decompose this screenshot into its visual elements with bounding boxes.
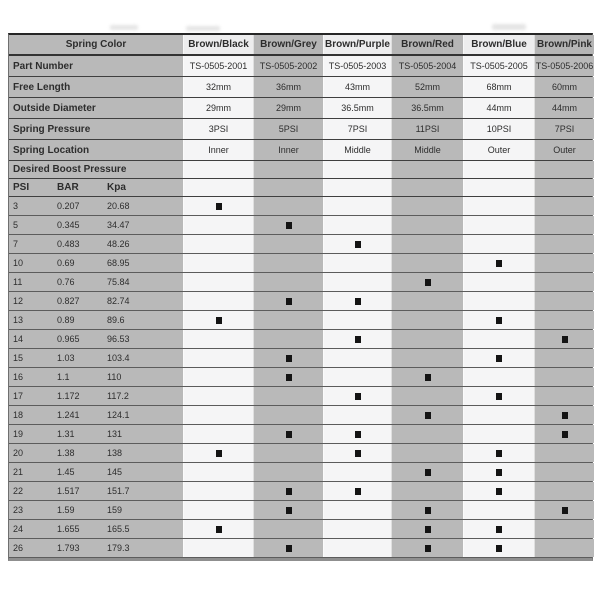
boost-marker (355, 431, 361, 438)
boost-mark-cell (391, 520, 463, 538)
boost-mark-cell (253, 349, 323, 367)
boost-marker (425, 526, 431, 533)
empty-cell (534, 539, 594, 557)
boost-row (9, 444, 592, 463)
empty-cell (391, 425, 463, 443)
empty-cell (253, 311, 323, 329)
spec-value-cell: Middle (391, 140, 463, 160)
empty-cell (323, 273, 391, 291)
empty-cell (534, 463, 594, 481)
empty-cell (183, 161, 253, 178)
spec-value-cell: Middle (323, 140, 391, 160)
boost-mark-cell (183, 520, 253, 538)
boost-psi-value: 3 (13, 201, 19, 211)
boost-row (9, 311, 592, 330)
boost-row (9, 539, 592, 558)
boost-kpa-value: 110 (107, 372, 122, 382)
empty-cell (253, 444, 323, 462)
empty-cell (391, 349, 463, 367)
boost-psi-value: 14 (13, 334, 24, 344)
spec-row-label: Part Number (9, 56, 183, 76)
empty-cell (183, 425, 253, 443)
spec-row-label: Outside Diameter (9, 98, 183, 118)
empty-cell (183, 387, 253, 405)
empty-cell (534, 482, 594, 500)
empty-cell (534, 254, 594, 272)
spec-value-cell: 44mm (463, 98, 534, 118)
boost-marker (562, 336, 568, 343)
empty-cell (323, 349, 391, 367)
boost-mark-cell (391, 406, 463, 424)
boost-bar-value: 1.172 (57, 391, 80, 401)
boost-kpa-value: 82.74 (107, 296, 130, 306)
empty-cell (463, 235, 534, 253)
boost-row (9, 292, 592, 311)
spec-row-label: Spring Pressure (9, 119, 183, 139)
boost-row (9, 235, 592, 254)
unit-header-psi: PSI (13, 182, 30, 193)
spec-value-cell: Inner (183, 140, 253, 160)
boost-mark-cell (183, 197, 253, 215)
boost-mark-cell (253, 501, 323, 519)
spec-value-cell: 68mm (463, 77, 534, 97)
spec-value-cell: 10PSI (463, 119, 534, 139)
spec-value-cell: 3PSI (183, 119, 253, 139)
boost-bar-value: 1.45 (57, 467, 75, 477)
boost-kpa-value: 138 (107, 448, 123, 458)
empty-cell (534, 161, 594, 178)
empty-cell (183, 482, 253, 500)
boost-kpa-value: 131 (107, 429, 123, 439)
empty-cell (253, 161, 323, 178)
boost-marker (216, 526, 222, 533)
boost-kpa-value: 75.84 (107, 277, 130, 287)
spec-value-cell: Outer (534, 140, 594, 160)
boost-marker (355, 298, 361, 305)
spec-value-cell: Outer (463, 140, 534, 160)
empty-cell (323, 311, 391, 329)
empty-cell (534, 197, 594, 215)
spec-row (9, 119, 592, 140)
spec-value-cell: 60mm (534, 77, 594, 97)
boost-marker (496, 260, 502, 267)
boost-mark-cell (463, 444, 534, 462)
boost-marker (286, 545, 292, 552)
boost-row (9, 501, 592, 520)
boost-mark-cell (323, 387, 391, 405)
empty-cell (253, 387, 323, 405)
empty-cell (183, 179, 253, 196)
spring-color-column-header: Brown/Grey (253, 35, 323, 54)
boost-psi-value: 5 (13, 220, 19, 230)
boost-mark-cell (323, 330, 391, 348)
spec-value-cell: 29mm (183, 98, 253, 118)
spec-value-cell: 11PSI (391, 119, 463, 139)
boost-psi-value: 20 (13, 448, 24, 458)
spec-value-cell: 32mm (183, 77, 253, 97)
boost-row (9, 463, 592, 482)
empty-cell (463, 368, 534, 386)
boost-mark-cell (463, 520, 534, 538)
boost-row (9, 216, 592, 235)
empty-cell (391, 292, 463, 310)
empty-cell (534, 235, 594, 253)
boost-marker (425, 545, 431, 552)
boost-psi-value: 11 (13, 277, 23, 287)
spec-value-cell: TS-0505-2001 (183, 56, 253, 76)
boost-bar-value: 0.69 (57, 258, 75, 268)
boost-psi-value: 16 (13, 372, 24, 382)
boost-mark-cell (534, 406, 594, 424)
spec-value-cell: TS-0505-2002 (253, 56, 323, 76)
boost-mark-cell (253, 216, 323, 234)
spring-color-column-header: Brown/Black (183, 35, 253, 54)
boost-psi-value: 15 (13, 353, 24, 363)
empty-cell (253, 520, 323, 538)
spring-color-column-header: Brown/Blue (463, 35, 534, 54)
boost-row (9, 482, 592, 501)
boost-mark-cell (391, 273, 463, 291)
empty-cell (323, 197, 391, 215)
boost-psi-value: 18 (13, 410, 24, 420)
empty-cell (391, 482, 463, 500)
empty-cell (323, 539, 391, 557)
boost-mark-cell (253, 425, 323, 443)
boost-bar-value: 1.517 (57, 486, 80, 496)
boost-bar-value: 1.03 (57, 353, 75, 363)
units-header-row (9, 179, 592, 197)
boost-marker (496, 355, 502, 362)
boost-marker (496, 317, 502, 324)
boost-row (9, 387, 592, 406)
boost-kpa-value: 103.4 (107, 353, 130, 363)
empty-cell (253, 254, 323, 272)
boost-mark-cell (391, 539, 463, 557)
artifact-smudge (492, 24, 526, 30)
empty-cell (463, 406, 534, 424)
empty-cell (183, 330, 253, 348)
empty-cell (253, 463, 323, 481)
boost-mark-cell (323, 482, 391, 500)
spec-value-cell: 36.5mm (391, 98, 463, 118)
empty-cell (183, 254, 253, 272)
boost-mark-cell (253, 482, 323, 500)
boost-kpa-value: 165.5 (107, 524, 130, 534)
empty-cell (463, 330, 534, 348)
spec-row-label: Free Length (9, 77, 183, 97)
boost-psi-value: 10 (13, 258, 24, 268)
boost-kpa-value: 89.6 (107, 315, 125, 325)
empty-cell (323, 254, 391, 272)
empty-cell (323, 520, 391, 538)
spec-value-cell: TS-0505-2003 (323, 56, 391, 76)
boost-kpa-value: 20.68 (107, 201, 130, 211)
empty-cell (463, 425, 534, 443)
boost-bar-value: 1.38 (57, 448, 75, 458)
boost-marker (286, 222, 292, 229)
empty-cell (534, 179, 594, 196)
boost-bar-value: 0.89 (57, 315, 75, 325)
boost-row (9, 197, 592, 216)
boost-mark-cell (183, 311, 253, 329)
empty-cell (183, 539, 253, 557)
boost-psi-value: 17 (13, 391, 24, 401)
boost-marker (562, 412, 568, 419)
boost-marker (496, 393, 502, 400)
boost-marker (355, 241, 361, 248)
spec-value-cell: 7PSI (534, 119, 594, 139)
spec-value-cell: TS-0505-2004 (391, 56, 463, 76)
boost-bar-value: 1.1 (57, 372, 70, 382)
boost-kpa-value: 124.1 (107, 410, 130, 420)
empty-cell (253, 179, 323, 196)
boost-marker (286, 431, 292, 438)
boost-row (9, 425, 592, 444)
boost-marker (216, 450, 222, 457)
boost-mark-cell (463, 387, 534, 405)
empty-cell (323, 406, 391, 424)
boost-mark-cell (253, 368, 323, 386)
boost-marker (425, 279, 431, 286)
boost-row (9, 368, 592, 387)
boost-marker (355, 393, 361, 400)
boost-marker (355, 336, 361, 343)
empty-cell (534, 444, 594, 462)
boost-marker (355, 488, 361, 495)
boost-marker (562, 507, 568, 514)
spec-value-cell: 5PSI (253, 119, 323, 139)
boost-bar-value: 0.76 (57, 277, 75, 287)
boost-mark-cell (323, 444, 391, 462)
boost-bar-value: 1.793 (57, 543, 80, 553)
boost-marker (355, 450, 361, 457)
boost-mark-cell (463, 311, 534, 329)
boost-marker (496, 488, 502, 495)
empty-cell (323, 161, 391, 178)
empty-cell (183, 216, 253, 234)
spec-value-cell: 43mm (323, 77, 391, 97)
empty-cell (253, 197, 323, 215)
spec-value-cell: TS-0505-2005 (463, 56, 534, 76)
boost-mark-cell (463, 349, 534, 367)
boost-row (9, 349, 592, 368)
spec-row (9, 98, 592, 119)
boost-marker (425, 412, 431, 419)
empty-cell (534, 368, 594, 386)
empty-cell (323, 179, 391, 196)
spring-color-column-header: Brown/Pink (534, 35, 594, 54)
empty-cell (391, 311, 463, 329)
boost-marker (286, 507, 292, 514)
boost-psi-value: 7 (13, 239, 19, 249)
boost-marker (496, 469, 502, 476)
boost-bar-value: 0.207 (57, 201, 80, 211)
boost-psi-value: 21 (13, 467, 24, 477)
empty-cell (391, 444, 463, 462)
empty-cell (534, 311, 594, 329)
boost-kpa-value: 117.2 (107, 391, 129, 401)
boost-mark-cell (391, 463, 463, 481)
boost-marker (496, 450, 502, 457)
empty-cell (323, 501, 391, 519)
boost-mark-cell (534, 330, 594, 348)
boost-mark-cell (391, 368, 463, 386)
boost-marker (286, 374, 292, 381)
empty-cell (323, 368, 391, 386)
empty-cell (183, 273, 253, 291)
boost-marker (216, 203, 222, 210)
boost-bar-value: 1.241 (57, 410, 80, 420)
spring-spec-table (8, 33, 593, 561)
boost-bar-value: 0.483 (57, 239, 80, 249)
boost-mark-cell (463, 539, 534, 557)
empty-cell (534, 292, 594, 310)
boost-bar-value: 1.655 (57, 524, 80, 534)
boost-kpa-value: 179.3 (107, 543, 130, 553)
spec-value-cell: 7PSI (323, 119, 391, 139)
empty-cell (183, 368, 253, 386)
empty-cell (463, 179, 534, 196)
artifact-smudge (110, 25, 138, 30)
spec-value-cell: 36.5mm (323, 98, 391, 118)
boost-kpa-value: 48.26 (107, 239, 130, 249)
boost-kpa-value: 34.47 (107, 220, 130, 230)
empty-cell (183, 501, 253, 519)
unit-header-bar: BAR (57, 182, 79, 193)
unit-header-kpa: Kpa (107, 182, 126, 193)
boost-marker (286, 488, 292, 495)
desired-boost-pressure-label: Desired Boost Pressure (9, 161, 183, 178)
boost-marker (496, 526, 502, 533)
spec-value-cell: 52mm (391, 77, 463, 97)
boost-mark-cell (463, 254, 534, 272)
boost-mark-cell (534, 425, 594, 443)
boost-kpa-value: 96.53 (107, 334, 130, 344)
empty-cell (253, 330, 323, 348)
empty-cell (391, 197, 463, 215)
empty-cell (391, 161, 463, 178)
empty-cell (253, 406, 323, 424)
spec-value-cell: 44mm (534, 98, 594, 118)
boost-mark-cell (323, 425, 391, 443)
empty-cell (391, 330, 463, 348)
boost-kpa-value: 151.7 (107, 486, 130, 496)
boost-row (9, 520, 592, 539)
empty-cell (183, 292, 253, 310)
boost-bar-value: 0.965 (57, 334, 80, 344)
empty-cell (183, 406, 253, 424)
empty-cell (534, 349, 594, 367)
empty-cell (391, 387, 463, 405)
spec-value-cell: TS-0505-2006 (534, 56, 594, 76)
empty-cell (534, 216, 594, 234)
boost-kpa-value: 145 (107, 467, 123, 477)
empty-cell (391, 216, 463, 234)
empty-cell (323, 463, 391, 481)
boost-row (9, 273, 592, 292)
empty-cell (534, 273, 594, 291)
desired-boost-pressure-row (9, 161, 592, 179)
spring-color-header-row (9, 35, 592, 56)
empty-cell (183, 349, 253, 367)
empty-cell (534, 387, 594, 405)
empty-cell (463, 501, 534, 519)
spec-row-label: Spring Location (9, 140, 183, 160)
boost-row (9, 254, 592, 273)
boost-psi-value: 26 (13, 543, 24, 553)
boost-psi-value: 13 (13, 315, 24, 325)
spring-color-label: Spring Color (9, 35, 183, 54)
spec-row (9, 140, 592, 161)
empty-cell (463, 161, 534, 178)
empty-cell (183, 463, 253, 481)
boost-row (9, 406, 592, 425)
boost-mark-cell (323, 292, 391, 310)
boost-mark-cell (463, 463, 534, 481)
boost-mark-cell (253, 292, 323, 310)
boost-marker (216, 317, 222, 324)
spec-value-cell: 29mm (253, 98, 323, 118)
boost-mark-cell (391, 501, 463, 519)
boost-psi-value: 24 (13, 524, 24, 534)
boost-mark-cell (323, 235, 391, 253)
empty-cell (463, 273, 534, 291)
boost-marker (425, 374, 431, 381)
boost-bar-value: 1.59 (57, 505, 75, 515)
empty-cell (391, 254, 463, 272)
boost-marker (562, 431, 568, 438)
empty-cell (253, 273, 323, 291)
boost-bar-value: 0.827 (57, 296, 80, 306)
boost-kpa-value: 159 (107, 505, 123, 515)
empty-cell (463, 292, 534, 310)
boost-mark-cell (534, 501, 594, 519)
empty-cell (463, 216, 534, 234)
spring-color-column-header: Brown/Purple (323, 35, 391, 54)
boost-bar-value: 1.31 (57, 429, 75, 439)
boost-kpa-value: 68.95 (107, 258, 130, 268)
boost-marker (286, 298, 292, 305)
artifact-smudge (186, 26, 220, 31)
empty-cell (463, 197, 534, 215)
boost-mark-cell (183, 444, 253, 462)
boost-marker (286, 355, 292, 362)
boost-psi-value: 23 (13, 505, 24, 515)
boost-mark-cell (463, 482, 534, 500)
boost-psi-value: 19 (13, 429, 24, 439)
empty-cell (253, 235, 323, 253)
boost-row (9, 330, 592, 349)
empty-cell (534, 520, 594, 538)
boost-mark-cell (253, 539, 323, 557)
boost-psi-value: 12 (13, 296, 24, 306)
empty-cell (391, 235, 463, 253)
spring-color-column-header: Brown/Red (391, 35, 463, 54)
boost-psi-value: 22 (13, 486, 24, 496)
boost-marker (425, 469, 431, 476)
empty-cell (323, 216, 391, 234)
empty-cell (183, 235, 253, 253)
spec-row (9, 77, 592, 98)
empty-cell (391, 179, 463, 196)
spec-row (9, 56, 592, 77)
boost-marker (496, 545, 502, 552)
boost-marker (425, 507, 431, 514)
boost-bar-value: 0.345 (57, 220, 80, 230)
spec-value-cell: Inner (253, 140, 323, 160)
spec-value-cell: 36mm (253, 77, 323, 97)
